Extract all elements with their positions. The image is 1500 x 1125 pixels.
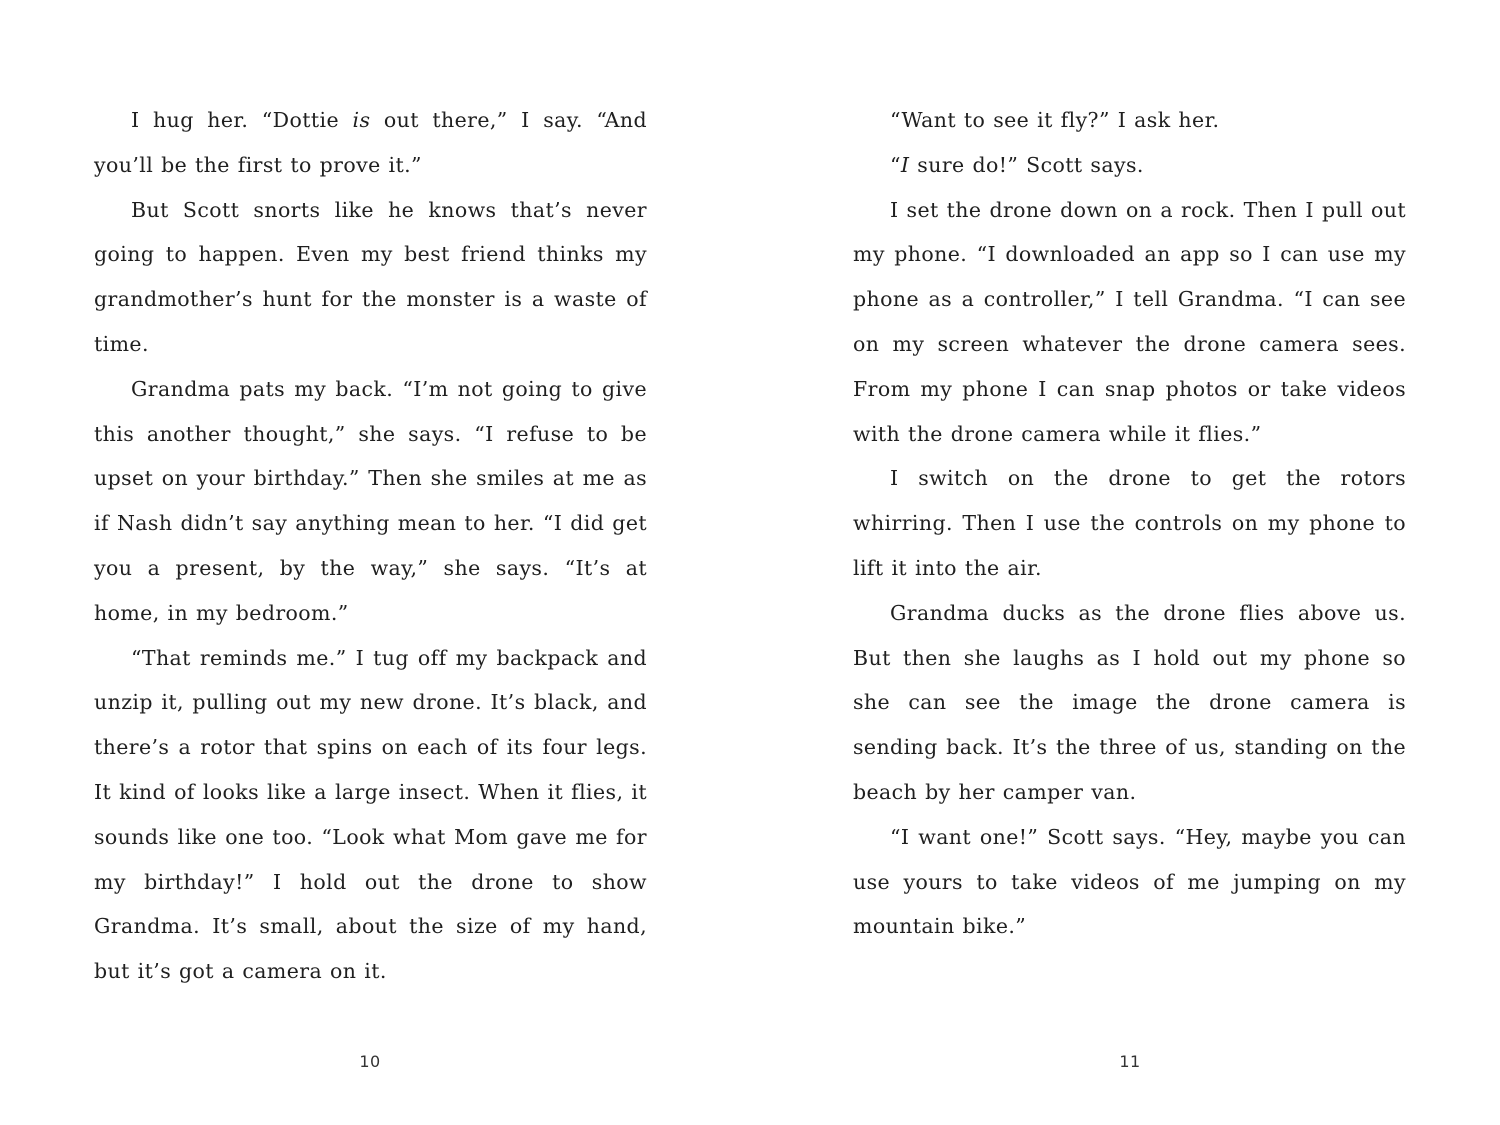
text-run: I set the drone down on a rock. Then I pull out my phone. “I downloaded an app so I can use my phone as a controller,” I tell Grandma. “I can see on my screen whatever the drone camera sees. From my phone I can snap photos or take videos with the drone camera while it flies.” (853, 197, 1406, 446)
paragraph (853, 188, 1406, 457)
left-page (94, 98, 647, 994)
paragraph (94, 188, 647, 367)
page-number-left: 10 (359, 1052, 381, 1071)
text-run: sure do!” Scott says. (909, 152, 1144, 177)
text-run: Grandma pats my back. “I’m not going to give this another thought,” she says. “I refuse to be upset on your birthday.” Then she smiles at me as if Nash didn’t say anything mean to her. “I did get you a present, by the way,” she says. “It’s at home, in my bedroom.” (94, 376, 647, 625)
text-run: But Scott snorts like he knows that’s never going to happen. Even my best friend thinks my grandmother’s hunt for the monster is a waste of time. (94, 197, 647, 356)
paragraph (94, 367, 647, 636)
paragraph (853, 98, 1406, 143)
emphasis-text: I (900, 152, 910, 177)
text-run: “Want to see it fly?” I ask her. (890, 108, 1220, 132)
paragraph (94, 98, 647, 188)
text-run: “ (890, 152, 901, 177)
emphasis-text: is (352, 108, 371, 132)
paragraph (94, 636, 647, 994)
right-page (853, 98, 1406, 949)
paragraph (853, 591, 1406, 815)
paragraph (853, 815, 1406, 949)
page-number-right: 11 (1119, 1052, 1141, 1071)
paragraph (853, 143, 1406, 188)
text-run: “That reminds me.” I tug off my backpack and unzip it, pulling out my new drone. It’s black, and there’s a rotor that spins on each of its four legs. It kind of looks like a large insect. When it flies, it sounds like one too. “Look what Mom gave me for my birthday!” I hold out the drone to show Grandma. It’s small, about the size of my hand, but it’s got a camera on it. (94, 645, 647, 984)
text-run: “I want one!” Scott says. “Hey, maybe you can use yours to take videos of me jumping on my mountain bike.” (853, 824, 1406, 939)
text-run: I hug her. “Dottie (131, 108, 353, 132)
paragraph (853, 456, 1406, 590)
text-run: out there,” I say. “And you’ll be the first to prove it.” (94, 108, 647, 177)
text-run: I switch on the drone to get the rotors whirring. Then I use the controls on my phone to lift it into the air. (853, 466, 1406, 580)
text-run: Grandma ducks as the drone flies above us. But then she laughs as I hold out my phone so she can see the image the drone camera is sending back. It’s the three of us, standing on the beach by her camper van. (853, 600, 1406, 804)
